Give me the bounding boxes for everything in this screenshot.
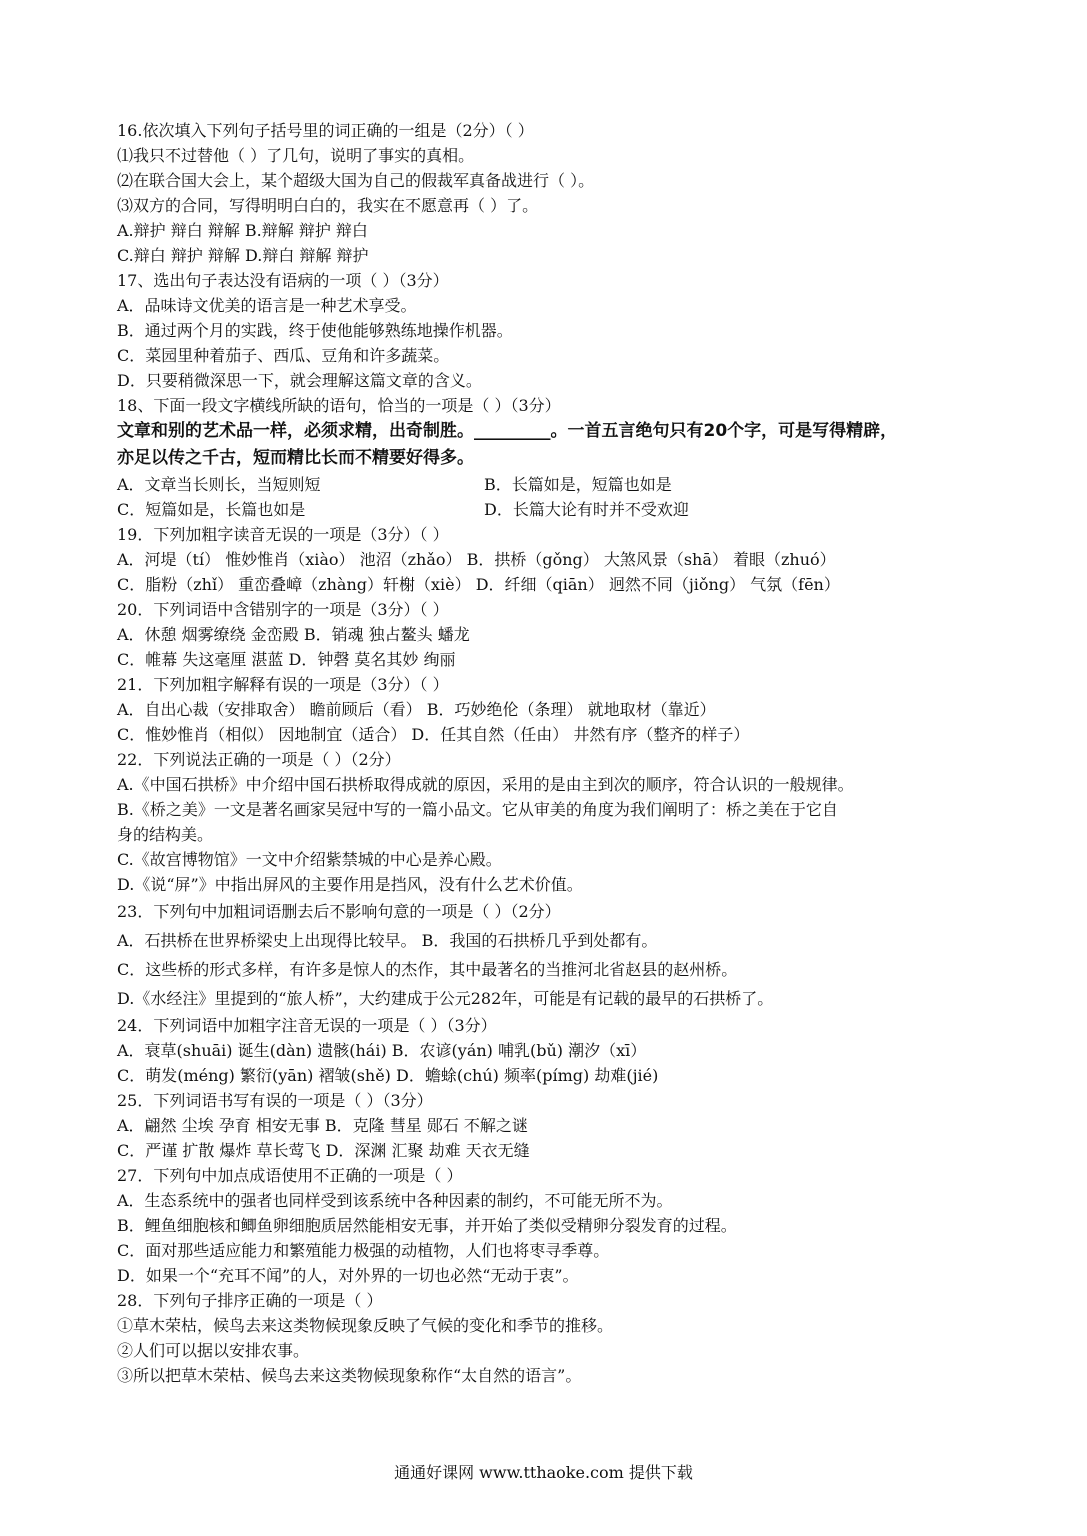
option-text: B．长篇如是，短篇也如是 — [484, 475, 672, 494]
text-line: 18、下面一段文字横线所缺的语句，恰当的一项是（ ）（3分） — [117, 396, 561, 415]
text-line: 25．下列词语书写有误的一项是（ ）（3分） — [117, 1091, 433, 1110]
text-line: 21．下列加粗字解释有误的一项是（3分）（ ） — [117, 675, 449, 694]
text-line: A．石拱桥在世界桥梁史上出现得比较早。 B．我国的石拱桥几乎到处都有。 — [117, 931, 658, 950]
text-line: 20．下列词语中含错别字的一项是（3分）（ ） — [117, 600, 449, 619]
text-line: C．严谨 扩散 爆炸 草长莺飞 D．深渊 汇聚 劫难 天衣无缝 — [117, 1141, 530, 1160]
text-line: B．通过两个月的实践，终于使他能够熟练地操作机器。 — [117, 321, 513, 340]
text-line: D．如果一个“充耳不闻”的人，对外界的一切也必然“无动于衷”。 — [117, 1266, 579, 1285]
text-line: ②人们可以据以安排农事。 — [117, 1341, 310, 1360]
text-line: A．自出心裁（安排取舍） 瞻前顾后（看） B．巧妙绝伦（条理） 就地取材（靠近） — [117, 700, 716, 719]
option-text: A．文章当长则长，当短则短 — [117, 475, 321, 494]
text-line: 19．下列加粗字读音无误的一项是（3分）（ ） — [117, 525, 449, 544]
text-line: ①草木荣枯，候鸟去来这类物候现象反映了气候的变化和季节的推移。 — [117, 1316, 614, 1335]
text-line: C．脂粉（zhǐ） 重峦叠嶂（zhàng）轩榭（xiè） D．纤细（qiān） 迥然不同（jiǒng） 气氛（fēn） — [117, 575, 840, 594]
text-line: 22．下列说法正确的一项是（ ）（2分） — [117, 750, 401, 769]
text-line: C.《故宫博物馆》一文中介绍紫禁城的中心是养心殿。 — [117, 850, 502, 869]
text-line: C．菜园里种着茄子、西瓜、豆角和许多蔬菜。 — [117, 346, 450, 365]
text-line: B.《桥之美》一文是著名画家吴冠中写的一篇小品文。它从审美的角度为我们阐明了：桥之美在于它自 — [117, 800, 838, 819]
text-line: ⑴我只不过替他（ ）了几句，说明了事实的真相。 — [117, 146, 475, 165]
footer: 通通好课网 www.tthaoke.com 提供下载 — [394, 1463, 693, 1482]
text-line: B．鲤鱼细胞核和鲫鱼卵细胞质居然能相安无事，并开始了类似受精卵分裂发育的过程。 — [117, 1216, 737, 1235]
option-text: D．长篇大论有时并不受欢迎 — [484, 500, 689, 519]
text-line: ⑵在联合国大会上，某个超级大国为自己的假裁军真备战进行（ ）。 — [117, 171, 595, 190]
text-line: A.辩护 辩白 辩解 B.辩解 辩护 辩白 — [117, 221, 368, 240]
text-line: D．只要稍微深思一下，就会理解这篇文章的含义。 — [117, 371, 482, 390]
text-line: C．帷幕 失这毫厘 湛蓝 D．钟磬 莫名其妙 绚丽 — [117, 650, 456, 669]
text-line: 16.依次填入下列句子括号里的词正确的一组是（2分）（ ） — [117, 121, 534, 140]
option-text: C．短篇如是，长篇也如是 — [117, 500, 306, 519]
text-line: A．衰草(shuāi) 诞生(dàn) 遗骸(hái) B．农谚(yán) 哺乳(bǔ) 潮汐（xī） — [117, 1041, 647, 1060]
text-line: 17、选出句子表达没有语病的一项（ ）（3分） — [117, 271, 449, 290]
text-line: C.辩白 辩护 辩解 D.辩白 辩解 辩护 — [117, 246, 369, 265]
text-line: 文章和别的艺术品一样，必须求精，出奇制胜。_________。一首五言绝句只有20个字，可是写得精辟， — [117, 421, 898, 441]
text-line: A.《中国石拱桥》中介绍中国石拱桥取得成就的原因，采用的是由主到次的顺序，符合认识的一般规律。 — [117, 775, 854, 794]
text-line: D.《水经注》里提到的“旅人桥”，大约建成于公元282年，可能是有记载的最早的石拱桥了。 — [117, 989, 774, 1008]
text-line: 24．下列词语中加粗字注音无误的一项是（ ）（3分） — [117, 1016, 497, 1035]
text-line — [117, 472, 977, 497]
text-line: A．品味诗文优美的语言是一种艺术享受。 — [117, 296, 417, 315]
text-line: A．翩然 尘埃 孕育 相安无事 B．克隆 彗星 郧石 不解之谜 — [117, 1116, 528, 1135]
text-line: D.《说“屏”》中指出屏风的主要作用是挡风，没有什么艺术价值。 — [117, 875, 583, 894]
text-line: C．惟妙惟肖（相似） 因地制宜（适合） D．任其自然（任由） 井然有序（整齐的样子） — [117, 725, 750, 744]
text-line: C．面对那些适应能力和繁殖能力极强的动植物，人们也将枣寻季尊。 — [117, 1241, 610, 1260]
text-line: 亦足以传之千古，短而精比长而不精要好得多。 — [117, 448, 474, 468]
text-line: 28．下列句子排序正确的一项是（ ） — [117, 1291, 383, 1310]
text-line: ③所以把草木荣枯、候鸟去来这类物候现象称作“太自然的语言”。 — [117, 1366, 582, 1385]
text-line: A．河堤（tí） 惟妙惟肖（xiào） 池沼（zhǎo） B．拱桥（gǒng） 大煞风景（shā） 着眼（zhuó） — [117, 550, 836, 569]
exam-page — [117, 118, 977, 1388]
text-line: C．这些桥的形式多样，有许多是惊人的杰作，其中最著名的当推河北省赵县的赵州桥。 — [117, 960, 738, 979]
text-line: 23．下列句中加粗词语删去后不影响句意的一项是（ ）（2分） — [117, 902, 561, 921]
text-line: C．萌发(méng) 繁衍(yān) 褶皱(shě) D．蟾蜍(chú) 频率(pímg) 劫难(jié) — [117, 1066, 659, 1085]
text-line: A．生态系统中的强者也同样受到该系统中各种因素的制约，不可能无所不为。 — [117, 1191, 673, 1210]
text-line: 身的结构美。 — [117, 825, 214, 844]
text-line: 27．下列句中加点成语使用不正确的一项是（ ） — [117, 1166, 463, 1185]
text-line — [117, 497, 977, 522]
text-line: A．休憩 烟雾缭绕 金峦殿 B．销魂 独占鳌头 蟠龙 — [117, 625, 470, 644]
text-line: ⑶双方的合同，写得明明白白的，我实在不愿意再（ ）了。 — [117, 196, 539, 215]
